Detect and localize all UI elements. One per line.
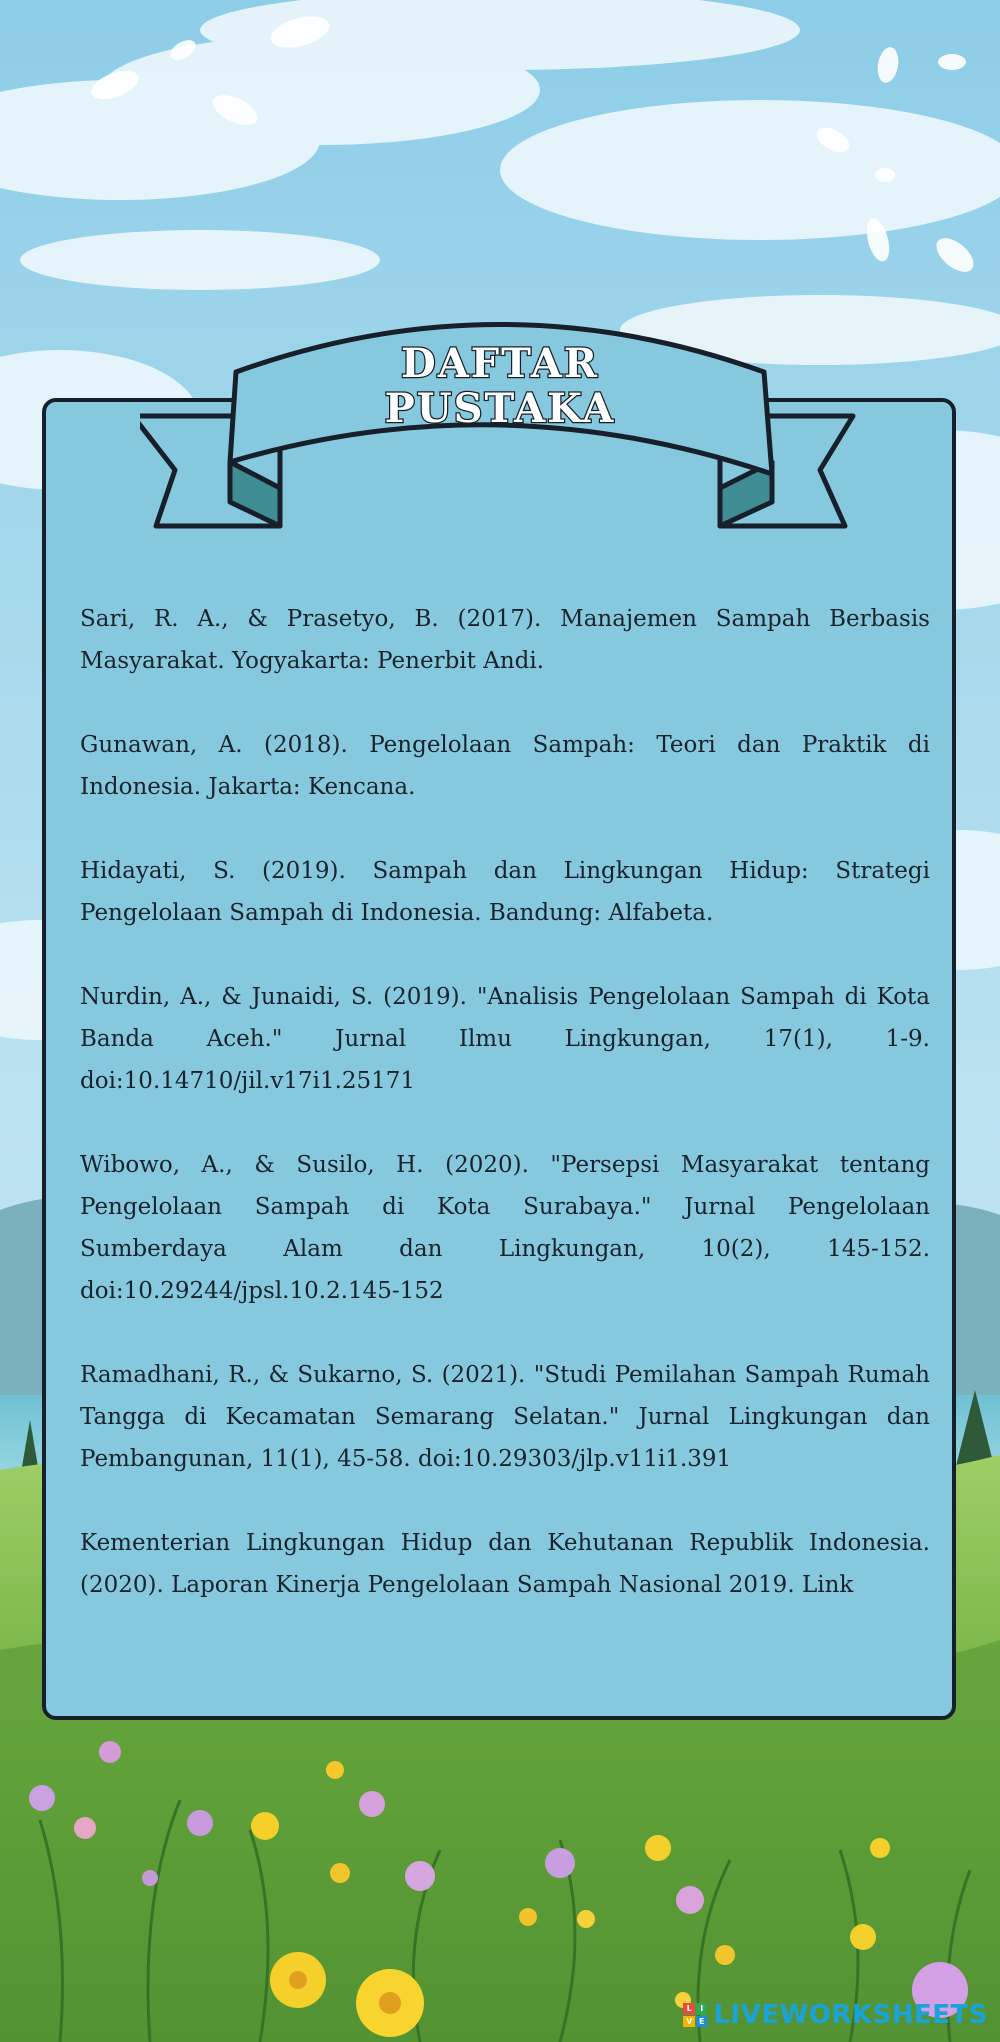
reference-item: Ramadhani, R., & Sukarno, S. (2021). "Studi Pemilahan Sampah Rumah Tangga di Kecamatan Semarang Selatan." Jurnal Lingkungan dan Pembangunan, 11(1), 45-58. doi:10.29303/jlp.v11i1.391 [80, 1362, 930, 1472]
reference-item: Nurdin, A., & Junaidi, S. (2019). "Analisis Pengelolaan Sampah di Kota Banda Aceh." Jurnal Ilmu Lingkungan, 17(1), 1-9. doi:10.14710/jil.v17i1.25171 [80, 984, 930, 1094]
reference-item: Gunawan, A. (2018). Pengelolaan Sampah: Teori dan Praktik di Indonesia. Jakarta: Kencana. [80, 732, 930, 800]
title-ribbon [140, 312, 860, 542]
brand-name: LIVEWORKSHEETS [713, 2000, 988, 2030]
title-line-1: DAFTAR [401, 340, 599, 387]
reference-item: Kementerian Lingkungan Hidup dan Kehutanan Republik Indonesia. (2020). Laporan Kinerja Pengelolaan Sampah Nasional 2019. Link [80, 1530, 930, 1598]
brand-mark-icon: L I V E [683, 2003, 707, 2027]
reference-list [80, 598, 930, 1648]
reference-item: Wibowo, A., & Susilo, H. (2020). "Persepsi Masyarakat tentang Pengelolaan Sampah di Kota Surabaya." Jurnal Pengelolaan Sumberdaya Alam dan Lingkungan, 10(2), 145-152. doi:10.29244/jpsl.10.2.145-152 [80, 1152, 930, 1304]
references-panel [42, 398, 956, 1720]
reference-item: Hidayati, S. (2019). Sampah dan Lingkungan Hidup: Strategi Pengelolaan Sampah di Indonesia. Bandung: Alfabeta. [80, 858, 930, 926]
reference-item: Sari, R. A., & Prasetyo, B. (2017). Manajemen Sampah Berbasis Masyarakat. Yogyakarta: Penerbit Andi. [80, 606, 930, 674]
liveworksheets-logo [683, 1998, 988, 2032]
title-line-2: PUSTAKA [384, 385, 616, 432]
